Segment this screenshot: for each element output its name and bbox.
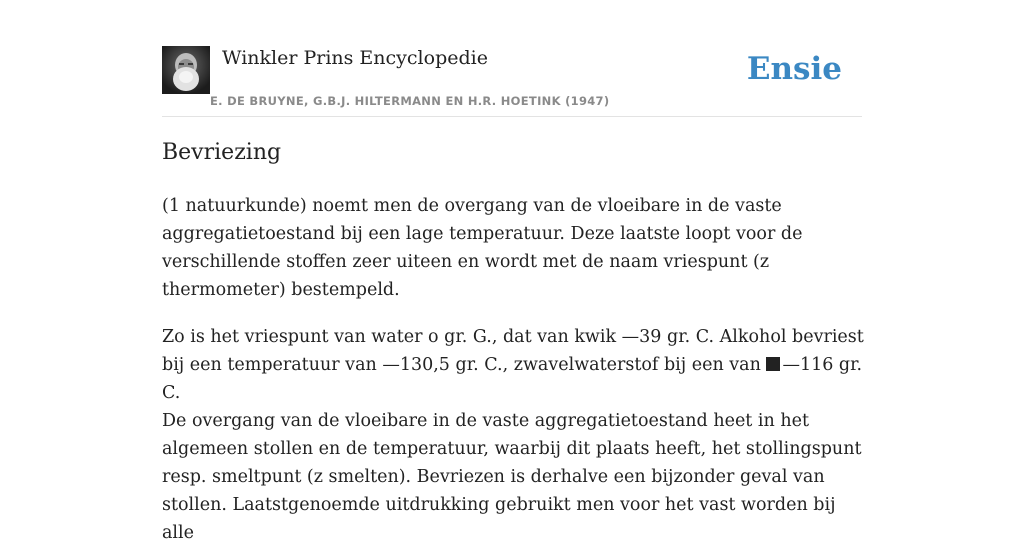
ensie-logo[interactable]: Ensie bbox=[746, 51, 842, 87]
entry-title: Bevriezing bbox=[162, 140, 282, 165]
entry-paragraph-2 bbox=[162, 323, 867, 407]
black-square-icon bbox=[766, 357, 780, 371]
paragraph-2-text-end: —116 gr. C. bbox=[162, 355, 863, 403]
authors-line: E. DE BRUYNE, G.B.J. HILTERMANN EN H.R. HOETINK (1947) bbox=[210, 94, 610, 108]
paragraph-2-text-start: Zo is het vriespunt van water o gr. G., dat van kwik —39 gr. C. Alkohol bevriest bij een temperatuur van —130,5 gr. C., zwavelwaterstof bij een van bbox=[162, 327, 864, 375]
entry-paragraph-3: De overgang van de vloeibare in de vaste aggregatietoestand heet in het algemeen stollen en de temperatuur, waarbij dit plaats heeft, het stollingspunt resp. smeltpunt (z smelten). Bevriezen is derhalve een bijzonder geval van stollen. Laatstgenoemde uitdrukking gebruikt men voor het vast worden bij alle bbox=[162, 411, 862, 543]
site-title[interactable]: Winkler Prins Encyclopedie bbox=[222, 47, 488, 69]
author-avatar bbox=[162, 46, 210, 94]
entry-paragraph-1: (1 natuurkunde) noemt men de overgang van de vloeibare in de vaste aggregatietoestand bij een lage temperatuur. Deze laatste loopt voor de verschillende stoffen zeer uiteen en wordt met de naam vriespunt (z thermometer) bestempeld. bbox=[162, 196, 803, 300]
header bbox=[162, 46, 862, 117]
